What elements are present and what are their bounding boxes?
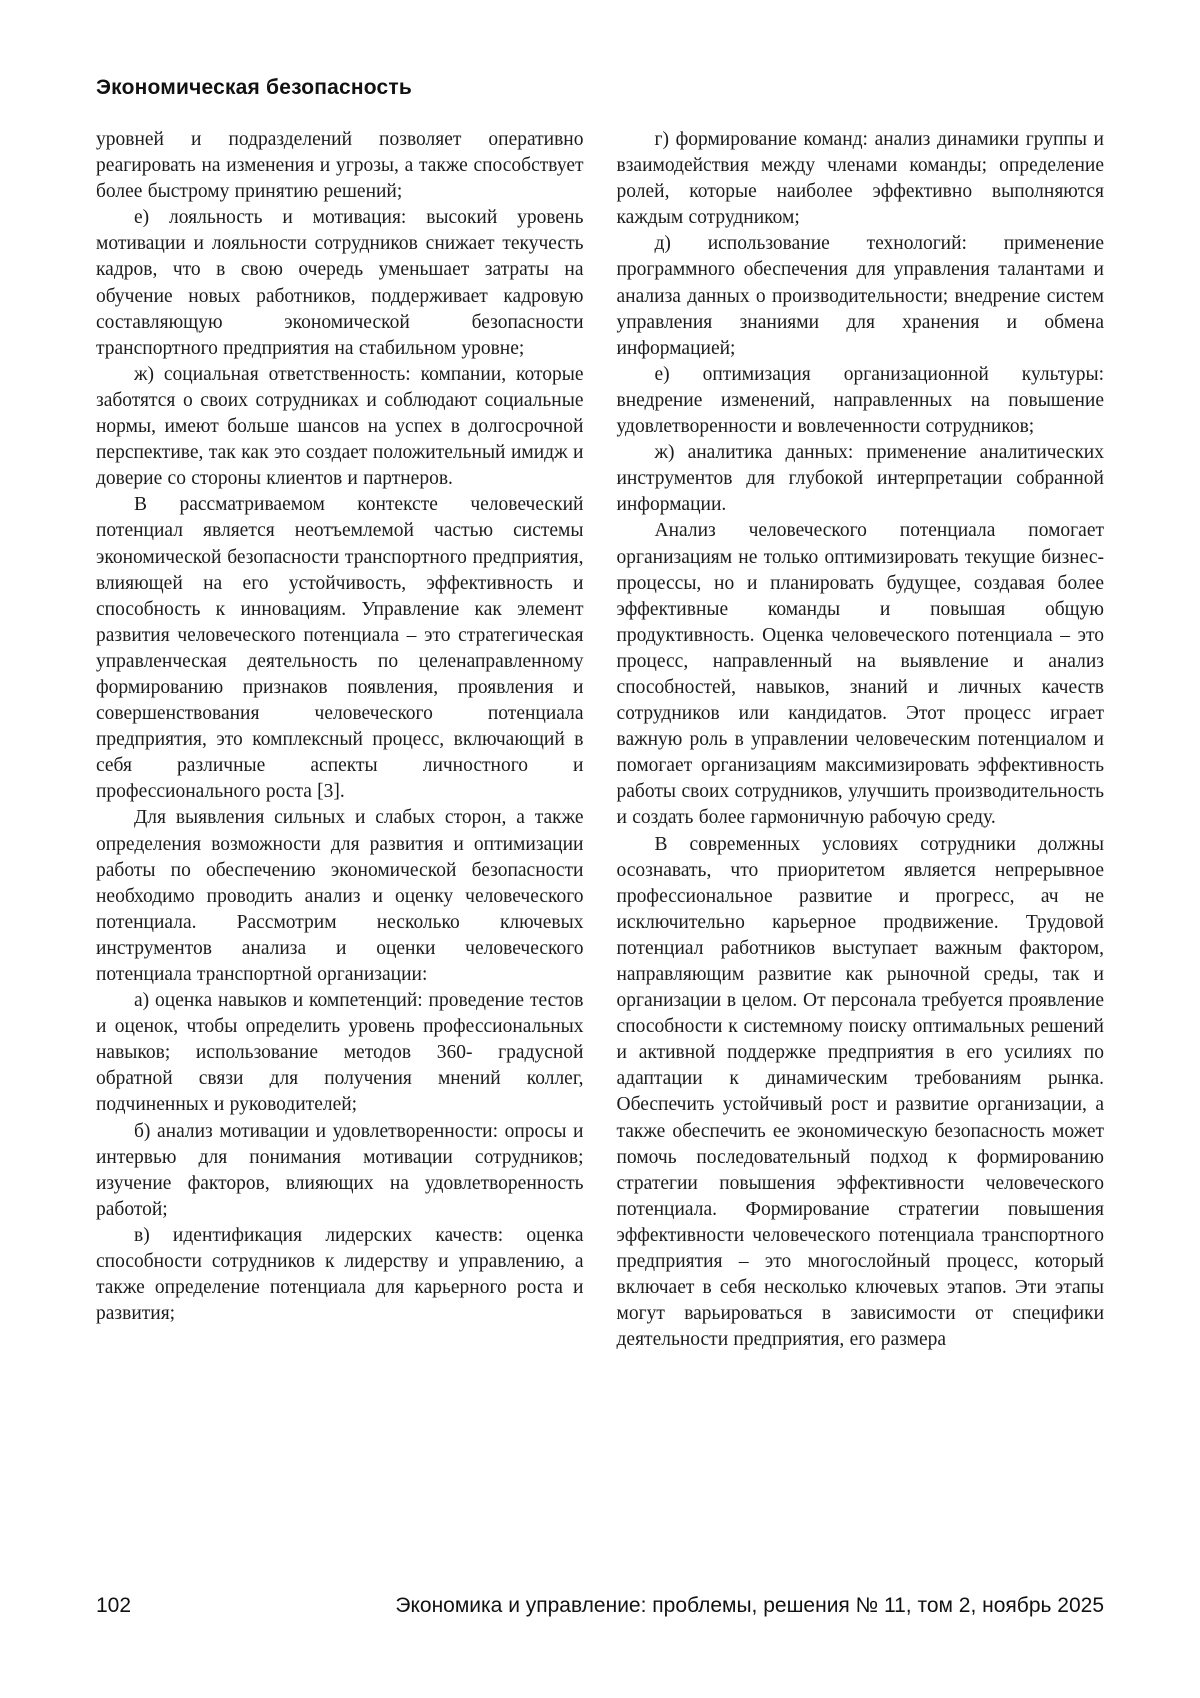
body-paragraph: г) формирование команд: анализ динамики группы и взаимодействия между членами команды; определение ролей, которые наиболее эффективно выполняются каждым сотрудником; bbox=[616, 129, 1104, 229]
body-paragraph: е) лояльность и мотивация: высокий уровень мотивации и лояльности сотрудников снижает текучесть кадров, что в свою очередь уменьшает затраты на обучение новых работников, поддерживает кадровую составляющую экономической безопасности транспортного предприятия на стабильном уровне; bbox=[96, 207, 584, 359]
body-paragraph: ж) аналитика данных: применение аналитических инструментов для глубокой интерпретации собранной информации. bbox=[616, 442, 1104, 516]
body-paragraph: д) использование технологий: применение программного обеспечения для управления талантами и анализа данных о производительности; внедрение систем управления знаниями для хранения и обмена информацией; bbox=[616, 233, 1104, 359]
body-paragraph: В рассматриваемом контексте человеческий потенциал является неотъемлемой частью системы экономической безопасности транспортного предприятия, влияющей на его устойчивость, эффективность и способность к инновациям. Управление как элемент развития человеческого потенциала – это стратегическая управленческая деятельность по целенаправленному формированию признаков появления, проявления и совершенствования человеческого потенциала предприятия, это комплексный процесс, включающий в себя различные аспекты личностного и профессионального роста [3]. bbox=[96, 494, 584, 803]
body-paragraph: б) анализ мотивации и удовлетворенности: опросы и интервью для понимания мотивации сотрудников; изучение факторов, влияющих на удовлетворенность работой; bbox=[96, 1120, 584, 1220]
left-column bbox=[96, 127, 584, 1353]
two-column-text bbox=[96, 127, 1104, 1353]
body-paragraph: уровней и подразделений позволяет оперативно реагировать на изменения и угрозы, а также способствует более быстрому принятию решений; bbox=[96, 129, 584, 203]
running-head: Экономическая безопасность bbox=[96, 76, 412, 99]
body-paragraph: е) оптимизация организационной культуры: внедрение изменений, направленных на повышение удовлетворенности и вовлеченности сотрудников; bbox=[616, 363, 1104, 438]
body-paragraph: а) оценка навыков и компетенций: проведение тестов и оценок, чтобы определить уровень профессиональных навыков; использование методов 360- градусной обратной связи для получения мнений коллег, подчиненных и руководителей; bbox=[96, 990, 584, 1116]
body-paragraph: ж) социальная ответственность: компании, которые заботятся о своих сотрудниках и соблюдают социальные нормы, имеют больше шансов на успех в долгосрочной перспективе, так как это создает положительный имидж и доверие со стороны клиентов и партнеров. bbox=[96, 363, 584, 490]
page-footer bbox=[96, 1594, 1104, 1618]
right-column bbox=[617, 127, 1105, 1353]
page-number: 102 bbox=[96, 1594, 132, 1617]
body-paragraph: в) идентификация лидерских качеств: оценка способности сотрудников к лидерству и управлению, а также определение потенциала для карьерного роста и развития; bbox=[96, 1224, 584, 1325]
body-paragraph: В современных условиях сотрудники должны осознавать, что приоритетом является непрерывное профессиональное развитие и прогресс, ач не исключительно карьерное продвижение. Трудовой потенциал работников выступает важным фактором, направляющим развитие как рыночной среды, так и организации в целом. От персонала требуется проявление способности к системному поиску оптимальных решений и активной поддержке предприятия в его усилиях по адаптации к динамическим требованиям рынка. Обеспечить устойчивый рост и развитие организации, а также обеспечить ее экономическую безопасность может помочь последовательный подход к формированию стратегии повышения эффективности человеческого потенциала. Формирование стратегии повышения эффективности человеческого потенциала транспортного предприятия – это многослойный процесс, который включает в себя несколько ключевых этапов. Эти этапы могут варьироваться в зависимости от специфики деятельности предприятия, его размера bbox=[616, 833, 1104, 1351]
journal-title-line: Экономика и управление: проблемы, решения № 11, том 2, ноябрь 2025 bbox=[395, 1594, 1104, 1617]
body-paragraph: Анализ человеческого потенциала помогает организациям не только оптимизировать текущие бизнес-процессы, но и планировать будущее, создавая более эффективные команды и повышая общую продуктивность. Оценка человеческого потенциала – это процесс, направленный на выявление и анализ способностей, навыков, знаний и личных качеств сотрудников или кандидатов. Этот процесс играет важную роль в управлении человеческим потенциалом и помогает организациям максимизировать эффективность работы своих сотрудников, улучшить производительность и создать более гармоничную рабочую среду. bbox=[616, 520, 1104, 829]
body-paragraph: Для выявления сильных и слабых сторон, а также определения возможности для развития и оптимизации работы по обеспечению экономической безопасности необходимо проводить анализ и оценку человеческого потенциала. Рассмотрим несколько ключевых инструментов анализа и оценки человеческого потенциала транспортной организации: bbox=[96, 807, 584, 985]
